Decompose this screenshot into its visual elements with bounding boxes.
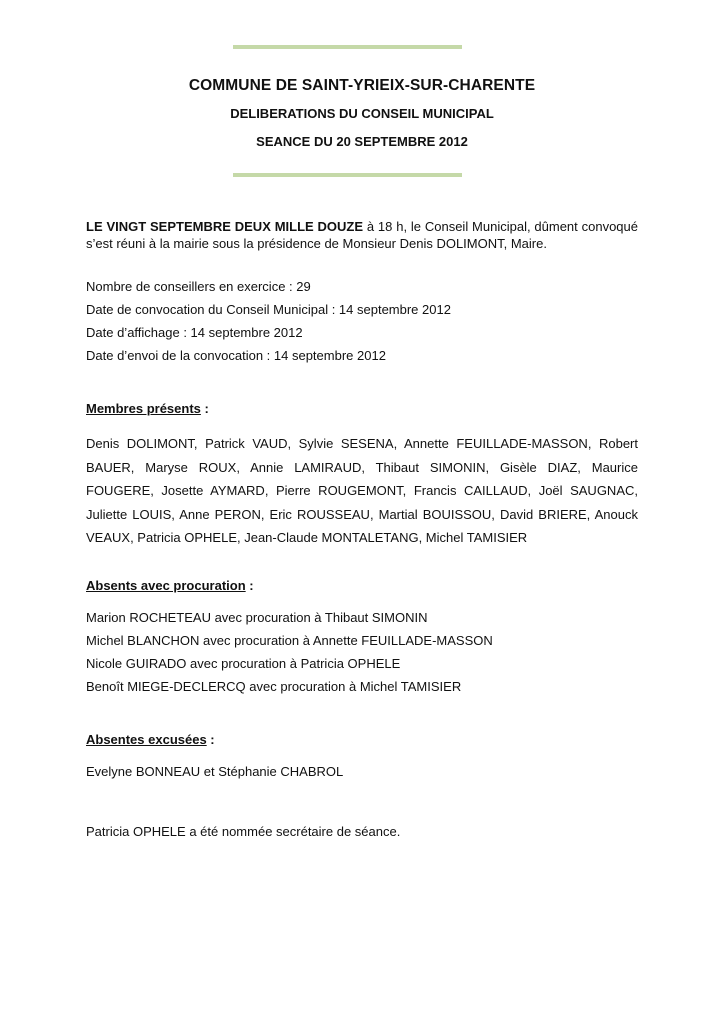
info-line-convocation: Date de convocation du Conseil Municipal : 14 septembre 2012 bbox=[86, 302, 451, 317]
proxies-heading-colon: : bbox=[245, 578, 254, 593]
excused-heading-label: Absentes excusées bbox=[86, 732, 207, 747]
excused-members bbox=[86, 763, 343, 786]
info-line-posting: Date d’affichage : 14 septembre 2012 bbox=[86, 325, 303, 340]
list-item: Benoît MIEGE-DECLERCQ avec procuration à Michel TAMISIER bbox=[86, 679, 462, 694]
document-title: COMMUNE DE SAINT-YRIEIX-SUR-CHARENTE bbox=[188, 77, 536, 94]
proxies-heading-label: Absents avec procuration bbox=[86, 578, 246, 593]
header-top-rule bbox=[233, 45, 462, 49]
list-item: Marion ROCHETEAU avec procuration à Thibaut SIMONIN bbox=[86, 610, 428, 625]
document-subtitle: DELIBERATIONS DU CONSEIL MUNICIPAL bbox=[230, 106, 494, 121]
present-heading-colon: : bbox=[200, 401, 209, 416]
present-heading bbox=[86, 401, 209, 416]
intro-paragraph bbox=[86, 218, 638, 252]
info-line-councillors: Nombre de conseillers en exercice : 29 bbox=[86, 279, 311, 294]
excused-heading bbox=[86, 732, 215, 747]
session-info bbox=[86, 278, 638, 370]
proxies-heading bbox=[86, 578, 254, 593]
excused-text: Evelyne BONNEAU et Stéphanie CHABROL bbox=[86, 764, 344, 779]
secretary-line bbox=[86, 823, 400, 846]
excused-heading-colon: : bbox=[206, 732, 215, 747]
proxies-list bbox=[86, 609, 493, 701]
list-item: Nicole GUIRADO avec procuration à Patricia OPHELE bbox=[86, 656, 401, 671]
list-item: Michel BLANCHON avec procuration à Annette FEUILLADE-MASSON bbox=[86, 633, 493, 648]
intro-lead: LE VINGT SEPTEMBRE DEUX MILLE DOUZE bbox=[86, 219, 364, 234]
present-heading-label: Membres présents bbox=[86, 401, 201, 416]
present-members-list: Denis DOLIMONT, Patrick VAUD, Sylvie SESENA, Annette FEUILLADE-MASSON, Robert BAUER, Maryse ROUX, Annie LAMIRAUD, Thibaut SIMONIN, Gisèle DIAZ, Maurice FOUGERE, Josette AYMARD, Pierre ROUGEMONT, Francis CAILLAUD, Joël SAUGNAC, Juliette LOUIS, Anne PERON, Eric ROUSSEAU, Martial BOUISSOU, David BRIERE, Anouck VEAUX, Patricia OPHELE, Jean-Claude MONTALETANG, Michel TAMISIER bbox=[86, 436, 638, 545]
session-date: SEANCE DU 20 SEPTEMBRE 2012 bbox=[256, 134, 468, 149]
header-bottom-rule bbox=[233, 173, 462, 177]
intro-rest: à 18 h, le Conseil Municipal, dûment convoqué s’est réuni à la mairie sous la présidence de Monsieur Denis DOLIMONT, Maire. bbox=[86, 219, 638, 251]
info-line-sending: Date d’envoi de la convocation : 14 septembre 2012 bbox=[86, 348, 386, 363]
secretary-text: Patricia OPHELE a été nommée secrétaire de séance. bbox=[86, 824, 401, 839]
